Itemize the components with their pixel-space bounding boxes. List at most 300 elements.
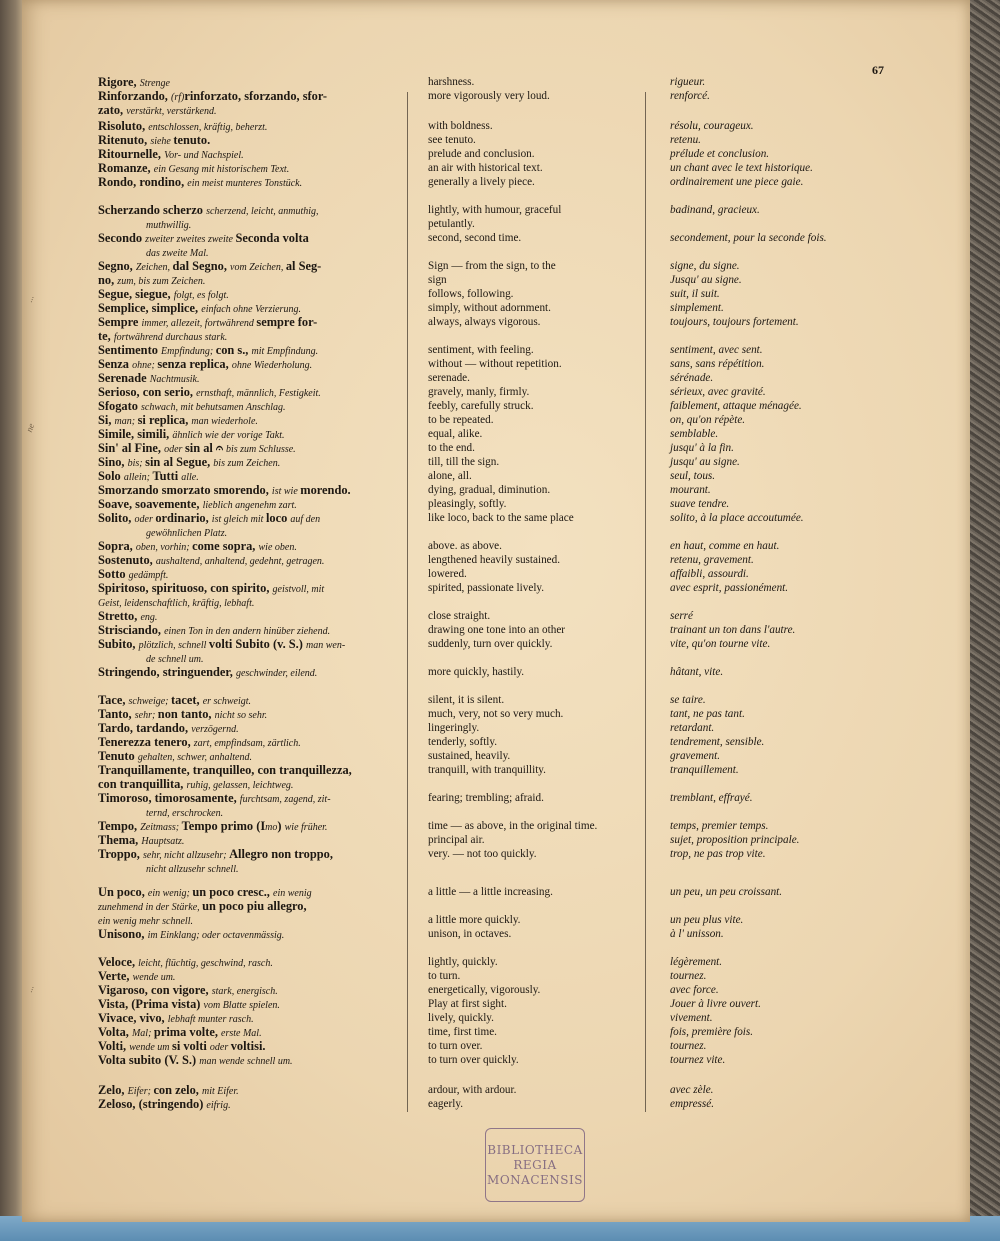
term-line	[98, 246, 398, 260]
french-line: simplement.	[670, 302, 724, 314]
italian-term-text: sempre for-	[256, 315, 318, 329]
french-line: temps, premier temps.	[670, 820, 769, 832]
translation-french	[670, 554, 960, 568]
translation-french	[670, 638, 960, 652]
gutter-fragment: ...	[24, 293, 36, 304]
italian-term-text: Unisono,	[98, 927, 148, 941]
english-line: fearing; trembling; afraid.	[428, 792, 544, 804]
french-line: seul, tous.	[670, 470, 716, 482]
translation-english	[428, 666, 638, 680]
german-gloss-text: nicht so sehr.	[214, 710, 268, 721]
german-gloss-text: bis zum Zeichen.	[213, 458, 281, 469]
italian-term-text: tacet,	[171, 693, 203, 707]
translation-french	[670, 848, 960, 862]
translation-french	[670, 914, 960, 928]
german-gloss-text: ist gleich mit	[211, 514, 266, 525]
term-italian	[98, 204, 398, 232]
term-italian	[98, 722, 398, 736]
german-gloss-text: zweiter zweites zweite	[145, 234, 236, 245]
translation-english	[428, 984, 638, 998]
english-line: unison, in octaves.	[428, 928, 512, 940]
term-line	[98, 998, 398, 1012]
term-line	[98, 666, 398, 680]
italian-term-text: Timoroso, timorosamente,	[98, 791, 240, 805]
english-line: above. as above.	[428, 540, 502, 552]
term-italian	[98, 998, 398, 1012]
translation-english	[428, 834, 638, 848]
term-italian	[98, 834, 398, 848]
term-line	[98, 722, 398, 736]
italian-term-text: Tutti	[152, 469, 182, 483]
french-line: tant, ne pas tant.	[670, 708, 745, 720]
translation-english	[428, 470, 638, 484]
translation-english	[428, 1012, 638, 1026]
term-line	[98, 330, 398, 344]
german-gloss-text: ohne;	[132, 360, 158, 371]
german-gloss-text: das zweite Mal.	[146, 247, 209, 259]
term-italian	[98, 708, 398, 722]
german-gloss-text: geschwinder, eilend.	[235, 668, 318, 679]
english-line: tenderly, softly.	[428, 736, 498, 748]
term-line	[98, 162, 398, 176]
translation-french	[670, 624, 960, 638]
translation-english	[428, 914, 638, 928]
french-line: sérieux, avec gravité.	[670, 386, 766, 398]
english-line: silent, it is silent.	[428, 694, 505, 706]
german-gloss-text: entschlossen, kräftig, beherzt.	[148, 122, 268, 133]
italian-term-text: Tace,	[98, 693, 129, 707]
term-line	[98, 652, 398, 666]
term-line	[98, 736, 398, 750]
english-line: more quickly, hastily.	[428, 666, 525, 678]
italian-term-text: un poco piu allegro,	[202, 898, 307, 913]
italian-term-text: volti Subito (v. S.)	[208, 637, 307, 651]
german-gloss-text: leicht, flüchtig, geschwind, rasch.	[138, 958, 273, 969]
french-line: jusqu' à la fin.	[670, 442, 734, 454]
english-line: like loco, back to the same place	[428, 512, 574, 524]
english-line: with boldness.	[428, 120, 493, 132]
translation-english	[428, 1084, 638, 1098]
term-line	[98, 232, 398, 246]
term-line	[98, 956, 398, 970]
term-italian	[98, 792, 398, 820]
translation-english	[428, 512, 638, 526]
term-line	[98, 970, 398, 984]
term-line	[98, 428, 398, 442]
italian-term-text: Stringendo, stringuender,	[98, 665, 236, 679]
german-gloss-text: wie oben.	[258, 542, 297, 553]
french-line: on, qu'on répète.	[670, 414, 746, 426]
french-line: suave tendre.	[670, 498, 730, 510]
french-line: tendrement, sensible.	[670, 736, 765, 748]
italian-term-text: Vigaroso, con vigore,	[98, 983, 212, 997]
english-line: to turn over quickly.	[428, 1054, 519, 1066]
term-line	[98, 260, 398, 274]
french-line: fois, première fois.	[670, 1026, 754, 1038]
italian-term-text: Segno,	[98, 259, 136, 273]
translation-english	[428, 316, 638, 330]
translation-english	[428, 120, 638, 134]
french-line: empressé.	[670, 1098, 715, 1110]
italian-term-text: Sopra,	[98, 539, 136, 553]
term-line	[98, 90, 398, 104]
english-line: to the end.	[428, 442, 475, 454]
translation-french	[670, 162, 960, 176]
term-italian	[98, 176, 398, 190]
translation-english	[428, 1026, 638, 1040]
dictionary-entries	[22, 0, 970, 1222]
french-line: sans, sans répétition.	[670, 358, 765, 370]
english-line: always, always vigorous.	[428, 316, 541, 328]
term-italian	[98, 512, 398, 540]
term-line	[98, 148, 398, 162]
term-line	[98, 1098, 398, 1112]
english-line: tranquill, with tranquillity.	[428, 764, 546, 776]
term-italian	[98, 1054, 398, 1068]
translation-french	[670, 568, 960, 582]
german-gloss-text: er schweigt.	[202, 696, 252, 707]
translation-english	[428, 792, 638, 806]
translation-english	[428, 886, 638, 900]
translation-english	[428, 624, 638, 638]
italian-term-text: Allegro non troppo,	[229, 847, 333, 861]
italian-term-text: Vista, (Prima vista)	[98, 997, 204, 1011]
french-line: sentiment, avec sent.	[670, 344, 763, 356]
italian-term-text: Scherzando scherzo	[98, 203, 207, 217]
english-line: much, very, not so very much.	[428, 708, 564, 720]
german-gloss-text: folgt, es folgt.	[173, 290, 229, 301]
translation-english	[428, 764, 638, 778]
term-italian	[98, 886, 398, 927]
german-gloss-text: muthwillig.	[146, 219, 192, 231]
german-gloss-text: Empfindung;	[160, 346, 216, 357]
term-line	[98, 610, 398, 624]
italian-term-text: prima volte,	[153, 1025, 222, 1039]
english-line: dying, gradual, diminution.	[428, 484, 551, 496]
french-line: retenu.	[670, 134, 701, 146]
french-line: un peu, un peu croissant.	[670, 886, 783, 898]
term-line	[98, 886, 398, 900]
translation-french	[670, 666, 960, 680]
translation-english	[428, 708, 638, 722]
term-italian	[98, 316, 398, 344]
translation-english	[428, 386, 638, 400]
german-gloss-text: wie früher.	[284, 822, 328, 833]
french-line: tournez.	[670, 1040, 707, 1052]
german-gloss-text: mit Eifer.	[201, 1086, 239, 1097]
translation-english	[428, 956, 638, 970]
translation-english	[428, 722, 638, 736]
french-line: Jouer à livre ouvert.	[670, 998, 761, 1010]
translation-french	[670, 176, 960, 190]
term-italian	[98, 694, 398, 708]
translation-english	[428, 1054, 638, 1068]
english-line: generally a lively piece.	[428, 176, 535, 188]
italian-term-text: Sempre	[98, 315, 142, 329]
german-gloss-text: zunehmend in der Stärke,	[98, 901, 203, 913]
translation-english	[428, 970, 638, 984]
french-line: tremblant, effrayé.	[670, 792, 753, 804]
italian-term-text: Vivace, vivo,	[98, 1011, 168, 1025]
german-gloss-text: ähnlich wie der vorige Takt.	[172, 430, 285, 441]
term-line	[98, 120, 398, 134]
term-line	[98, 134, 398, 148]
term-line	[98, 900, 398, 914]
english-line: close straight.	[428, 610, 491, 622]
italian-term-text: Volta subito (V. S.)	[98, 1053, 200, 1067]
translation-french	[670, 1084, 960, 1098]
italian-term-text: Sfogato	[98, 399, 142, 413]
italian-term-text: si volti	[172, 1039, 210, 1053]
term-line	[98, 806, 398, 820]
german-gloss-text: vom Blatte spielen.	[203, 1000, 280, 1011]
german-gloss-text: verzögernd.	[191, 724, 239, 735]
translation-english	[428, 148, 638, 162]
italian-term-text: Un poco,	[98, 885, 148, 899]
term-line	[98, 274, 398, 288]
english-line: spirited, passionate lively.	[428, 582, 545, 594]
italian-term-text: Stretto,	[98, 609, 141, 623]
term-italian	[98, 120, 398, 134]
term-italian	[98, 666, 398, 680]
english-line: lingeringly.	[428, 722, 480, 734]
term-line	[98, 344, 398, 358]
term-italian	[98, 232, 398, 260]
term-italian	[98, 540, 398, 554]
term-line	[98, 624, 398, 638]
german-gloss-text: oder	[209, 1042, 231, 1053]
term-italian	[98, 442, 398, 456]
italian-term-text: sin al Segue,	[145, 455, 214, 469]
translation-french	[670, 1054, 960, 1068]
term-italian	[98, 344, 398, 358]
german-gloss-text: schwach, mit behutsamen Anschlag.	[141, 402, 286, 413]
english-line: sign	[428, 273, 447, 286]
french-line: suit, il suit.	[670, 288, 720, 300]
italian-term-text: Romanze,	[98, 161, 154, 175]
french-line: semblable.	[670, 428, 719, 440]
english-line: an air with historical text.	[428, 162, 543, 174]
french-line: vivement.	[670, 1012, 713, 1024]
term-italian	[98, 400, 398, 414]
german-gloss-text: man wen-	[306, 640, 346, 651]
german-gloss-text: Hauptsatz.	[141, 836, 185, 847]
french-line: jusqu' au signe.	[670, 456, 740, 468]
english-line: principal air.	[428, 834, 485, 846]
term-italian	[98, 970, 398, 984]
german-gloss-text: bis zum Schlusse.	[225, 444, 296, 455]
italian-term-text: al Seg-	[285, 259, 322, 273]
french-line: trainant un ton dans l'autre.	[670, 624, 796, 636]
french-line: faiblement, attaque ménagée.	[670, 400, 802, 412]
term-line	[98, 1054, 398, 1068]
english-line: second, second time.	[428, 232, 522, 244]
translation-french	[670, 970, 960, 984]
german-gloss-text: sehr, nicht allzusehr;	[143, 850, 230, 861]
translation-english	[428, 554, 638, 568]
term-line	[98, 204, 398, 218]
translation-english	[428, 204, 638, 232]
german-gloss-text: (rf)	[170, 92, 185, 103]
english-line: ardour, with ardour.	[428, 1084, 517, 1096]
french-line: tournez vite.	[670, 1054, 726, 1066]
italian-term-text: Simile, simili,	[98, 427, 173, 441]
term-italian	[98, 928, 398, 942]
french-line: tournez.	[670, 970, 707, 982]
french-line: avec zèle.	[670, 1084, 714, 1096]
translation-french	[670, 428, 960, 442]
translation-french	[670, 750, 960, 764]
translation-french	[670, 1012, 960, 1026]
italian-term-text: Tardo, tardando,	[98, 721, 192, 735]
translation-french	[670, 358, 960, 372]
term-line	[98, 526, 398, 540]
translation-french	[670, 610, 960, 624]
english-line: serenade.	[428, 372, 470, 384]
german-gloss-text: geistvoll, mit	[272, 584, 325, 595]
term-line	[98, 176, 398, 190]
german-gloss-text: scherzend, leicht, anmuthig,	[206, 206, 319, 217]
gutter-fragment: ...	[24, 983, 36, 994]
french-line: un chant avec le text historique.	[670, 162, 813, 174]
term-line	[98, 778, 398, 792]
english-line: sentiment, with feeling.	[428, 344, 534, 356]
italian-term-text: tenuto.	[173, 133, 211, 147]
gutter-fragment: ne	[24, 422, 37, 434]
translation-english	[428, 1040, 638, 1054]
italian-term-text: Senza	[98, 357, 133, 371]
italian-term-text: con zelo,	[153, 1083, 202, 1097]
italian-term-text: Spiritoso, spirituoso, con spirito,	[98, 581, 273, 595]
french-line: affaibli, assourdi.	[670, 568, 749, 580]
italian-term-text: Subito,	[98, 637, 139, 651]
german-gloss-text: de schnell um.	[146, 653, 204, 665]
french-line: tranquillement.	[670, 764, 739, 776]
term-italian	[98, 414, 398, 428]
translation-english	[428, 344, 638, 358]
italian-term-text: Tempo primo (I	[181, 819, 266, 833]
german-gloss-text: wende um	[129, 1042, 172, 1053]
italian-term-text: Tenuto	[98, 749, 138, 763]
german-gloss-text: man;	[114, 416, 138, 427]
english-line: lowered.	[428, 568, 467, 580]
english-line: lengthened heavily sustained.	[428, 554, 561, 566]
german-gloss-text: zart, empfindsam, zärtlich.	[193, 738, 301, 749]
term-line	[98, 1084, 398, 1098]
german-gloss-text: verstärkt, verstärkend.	[126, 105, 217, 117]
translation-english	[428, 76, 638, 90]
translation-english	[428, 162, 638, 176]
translation-french	[670, 820, 960, 834]
italian-term-text: te,	[98, 328, 114, 343]
translation-french	[670, 316, 960, 330]
term-italian	[98, 1084, 398, 1098]
term-line	[98, 834, 398, 848]
translation-english	[428, 1098, 638, 1112]
english-line: see tenuto.	[428, 134, 476, 146]
term-line	[98, 862, 398, 876]
term-italian	[98, 148, 398, 162]
german-gloss-text: einfach ohne Verzierung.	[201, 304, 301, 315]
translation-english	[428, 568, 638, 582]
italian-term-text: come sopra,	[192, 539, 259, 553]
italian-term-text: Tranquillamente, tranquilleo, con tranquillezza,	[98, 763, 352, 777]
italian-term-text: Si,	[98, 413, 115, 427]
translation-english	[428, 998, 638, 1012]
german-gloss-text: aushaltend, anhaltend, gedehnt, getragen.	[155, 556, 325, 567]
term-italian	[98, 456, 398, 470]
german-gloss-text: mo	[265, 822, 278, 833]
term-italian	[98, 820, 398, 834]
term-line	[98, 984, 398, 998]
translation-french	[670, 344, 960, 358]
italian-term-text: Solito,	[98, 511, 135, 525]
german-gloss-text: Zeitmass;	[140, 822, 182, 833]
italian-term-text: Segue, siegue,	[98, 287, 174, 301]
italian-term-text: senza replica,	[157, 357, 232, 371]
term-line	[98, 554, 398, 568]
english-line: feebly, carefully struck.	[428, 400, 534, 412]
term-line	[98, 568, 398, 582]
translation-english	[428, 288, 638, 302]
term-line	[98, 218, 398, 232]
translation-french	[670, 886, 960, 900]
term-line	[98, 456, 398, 470]
term-line	[98, 764, 398, 778]
french-line: à l' unisson.	[670, 928, 724, 940]
translation-french	[670, 442, 960, 456]
english-line: lightly, quickly.	[428, 956, 498, 968]
italian-term-text: con tranquillita,	[98, 776, 187, 791]
translation-french	[670, 998, 960, 1012]
german-gloss-text: schweige;	[128, 696, 172, 707]
translation-english	[428, 484, 638, 498]
translation-french	[670, 484, 960, 498]
english-line: Play at first sight.	[428, 998, 507, 1010]
italian-term-text: Tanto,	[98, 707, 135, 721]
italian-term-text: Soave, soavemente,	[98, 497, 203, 511]
translation-french	[670, 260, 960, 288]
term-italian	[98, 638, 398, 666]
italian-term-text: loco	[265, 511, 291, 525]
term-line	[98, 498, 398, 512]
german-gloss-text: Zeichen,	[135, 262, 173, 273]
term-line	[98, 470, 398, 484]
english-line: Sign — from the sign, to the	[428, 260, 556, 272]
translation-english	[428, 400, 638, 414]
translation-french	[670, 792, 960, 806]
translation-english	[428, 928, 638, 942]
english-line: eagerly.	[428, 1098, 463, 1110]
translation-french	[670, 834, 960, 848]
translation-english	[428, 302, 638, 316]
translation-english	[428, 694, 638, 708]
italian-term-text: Volti,	[98, 1039, 130, 1053]
translation-french	[670, 470, 960, 484]
german-gloss-text: wende um.	[132, 972, 176, 983]
german-gloss-text: ein wenig;	[147, 888, 193, 899]
french-line: sujet, proposition principale.	[670, 834, 800, 846]
english-line: energetically, vigorously.	[428, 984, 541, 996]
term-italian	[98, 1040, 398, 1054]
italian-term-text: no,	[98, 272, 118, 287]
french-line: gravement.	[670, 750, 721, 762]
stamp-line: REGIA	[513, 1157, 557, 1172]
italian-term-text: Rigore,	[98, 75, 140, 89]
italian-term-text: voltisi.	[230, 1039, 266, 1053]
french-line: résolu, courageux.	[670, 120, 754, 132]
italian-term-text: rinforzato, sforzando, sfor-	[184, 89, 328, 103]
